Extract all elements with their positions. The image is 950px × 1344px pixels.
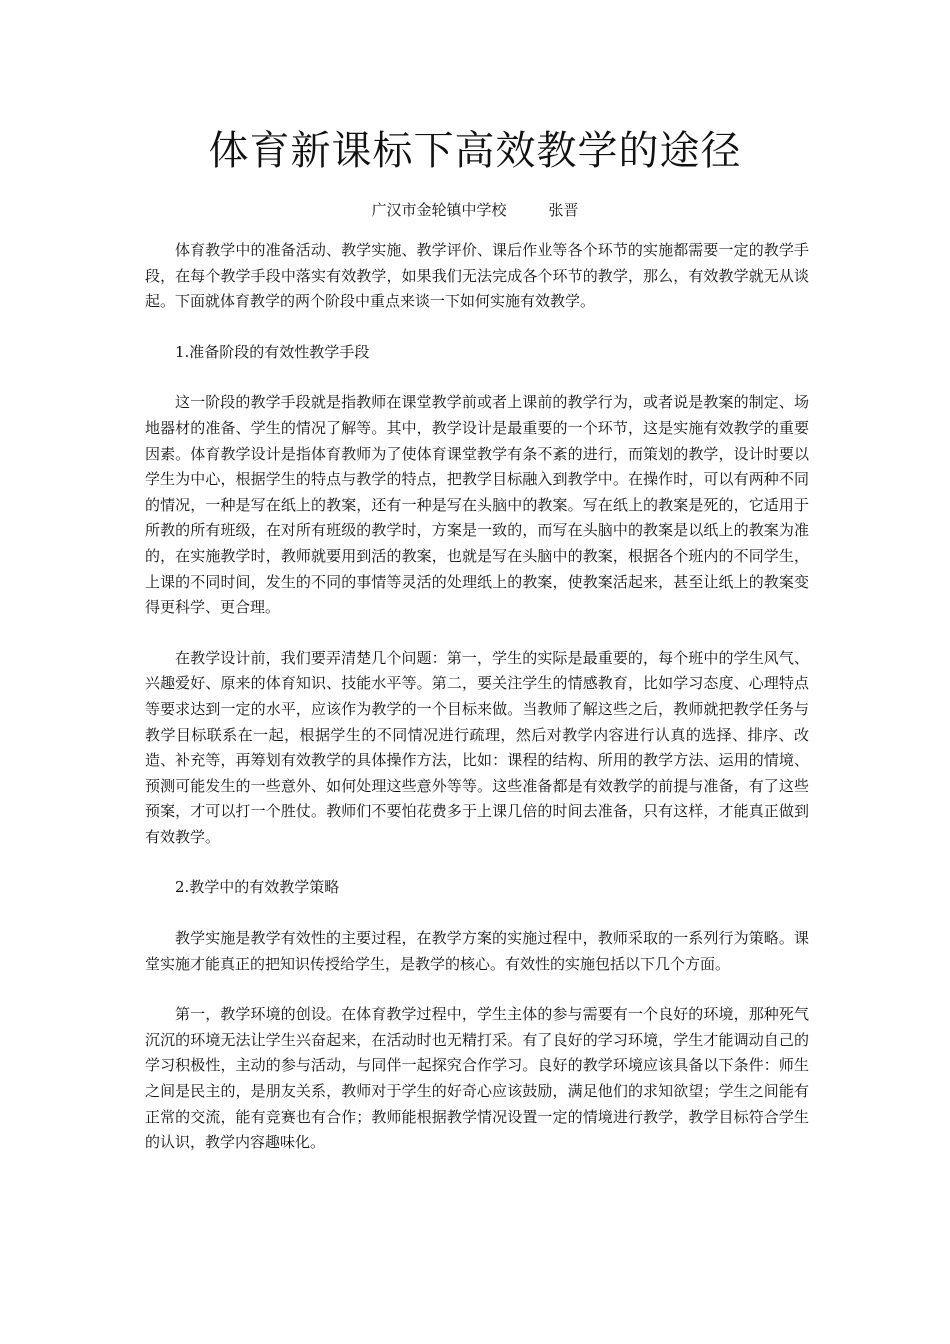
- byline: [0, 199, 950, 221]
- article-body: [145, 238, 809, 1181]
- intro-paragraph: 体育教学中的准备活动、教学实施、教学评价、课后作业等各个环节的实施都需要一定的教学手段，在每个教学手段中落实有效教学，如果我们无法完成各个环节的教学，那么，有效教学就无从谈起。下面就体育教学的两个阶段中重点来谈一下如何实施有效教学。: [145, 241, 809, 311]
- section-1-paragraph-2: 在教学设计前，我们要弄清楚几个问题：第一，学生的实际是最重要的，每个班中的学生风气、兴趣爱好、原来的体育知识、技能水平等。第二，要关注学生的情感教育，比如学习态度、心理特点等要求达到一定的水平，应该作为教学的一个目标来做。当教师了解这些之后，教师就把教学任务与教学目标联系在一起，根据学生的不同情况进行疏理，然后对教学内容进行认真的选择、排序、改造、补充等，再筹划有效教学的具体操作方法，比如：课程的结构、所用的教学方法、运用的情境、预测可能发生的一些意外、如何处理这些意外等等。这些准备都是有效教学的前提与准备，有了这些预案，才可以打一个胜仗。教师们不要怕花费多于上课几倍的时间去准备，只有这样，才能真正做到有效教学。: [145, 648, 809, 846]
- school-name: 广汉市金轮镇中学校: [371, 201, 507, 219]
- author-name: 张晋: [548, 201, 579, 219]
- section-1-heading: 1.准备阶段的有效性教学手段: [175, 342, 370, 361]
- document-title: 体育新课标下高效教学的途径: [208, 128, 742, 174]
- section-2-heading: 2.教学中的有效教学策略: [175, 878, 340, 897]
- section-1-paragraph-1: 这一阶段的教学手段就是指教师在课堂教学前或者上课前的教学行为，或者说是教案的制定、场地器材的准备、学生的情况了解等。其中，教学设计是最重要的一个环节，这是实施有效教学的重要因素。体育教学设计是指体育教师为了使体育课堂教学有条不紊的进行，而策划的教学，设计时要以学生为中心，根据学生的特点与教学的特点，把教学目标融入到教学中。在操作时，可以有两种不同的情况，一种是写在纸上的教案，还有一种是写在头脑中的教案。写在纸上的教案是死的，它适用于所教的所有班级，在对所有班级的教学时，方案是一致的，而写在头脑中的教案是以纸上的教案为准的，在实施教学时，教师就要用到活的教案，也就是写在头脑中的教案，根据各个班内的不同学生，上课的不同时间，发生的不同的事情等灵活的处理纸上的教案，使教案活起来，甚至让纸上的教案变得更科学、更合理。: [145, 393, 809, 617]
- section-2-paragraph-2: 第一，教学环境的创设。在体育教学过程中，学生主体的参与需要有一个良好的环境，那种死气沉沉的环境无法让学生兴奋起来，在活动时也无精打采。有了良好的学习环境，学生才能调动自己的学习积极性，主动的参与活动，与同伴一起探究合作学习。良好的教学环境应该具备以下条件：师生之间是民主的，是朋友关系，教师对于学生的好奇心应该鼓励，满足他们的求知欲望；学生之间能有正常的交流，能有竞赛也有合作；教师能根据教学情况设置一定的情境进行教学，教学目标符合学生的认识，教学内容趣味化。: [145, 1005, 809, 1152]
- section-2-paragraph-1: 教学实施是教学有效性的主要过程，在教学方案的实施过程中，教师采取的一系列行为策略。课堂实施才能真正的把知识传授给学生，是教学的核心。有效性的实施包括以下几个方面。: [145, 929, 809, 973]
